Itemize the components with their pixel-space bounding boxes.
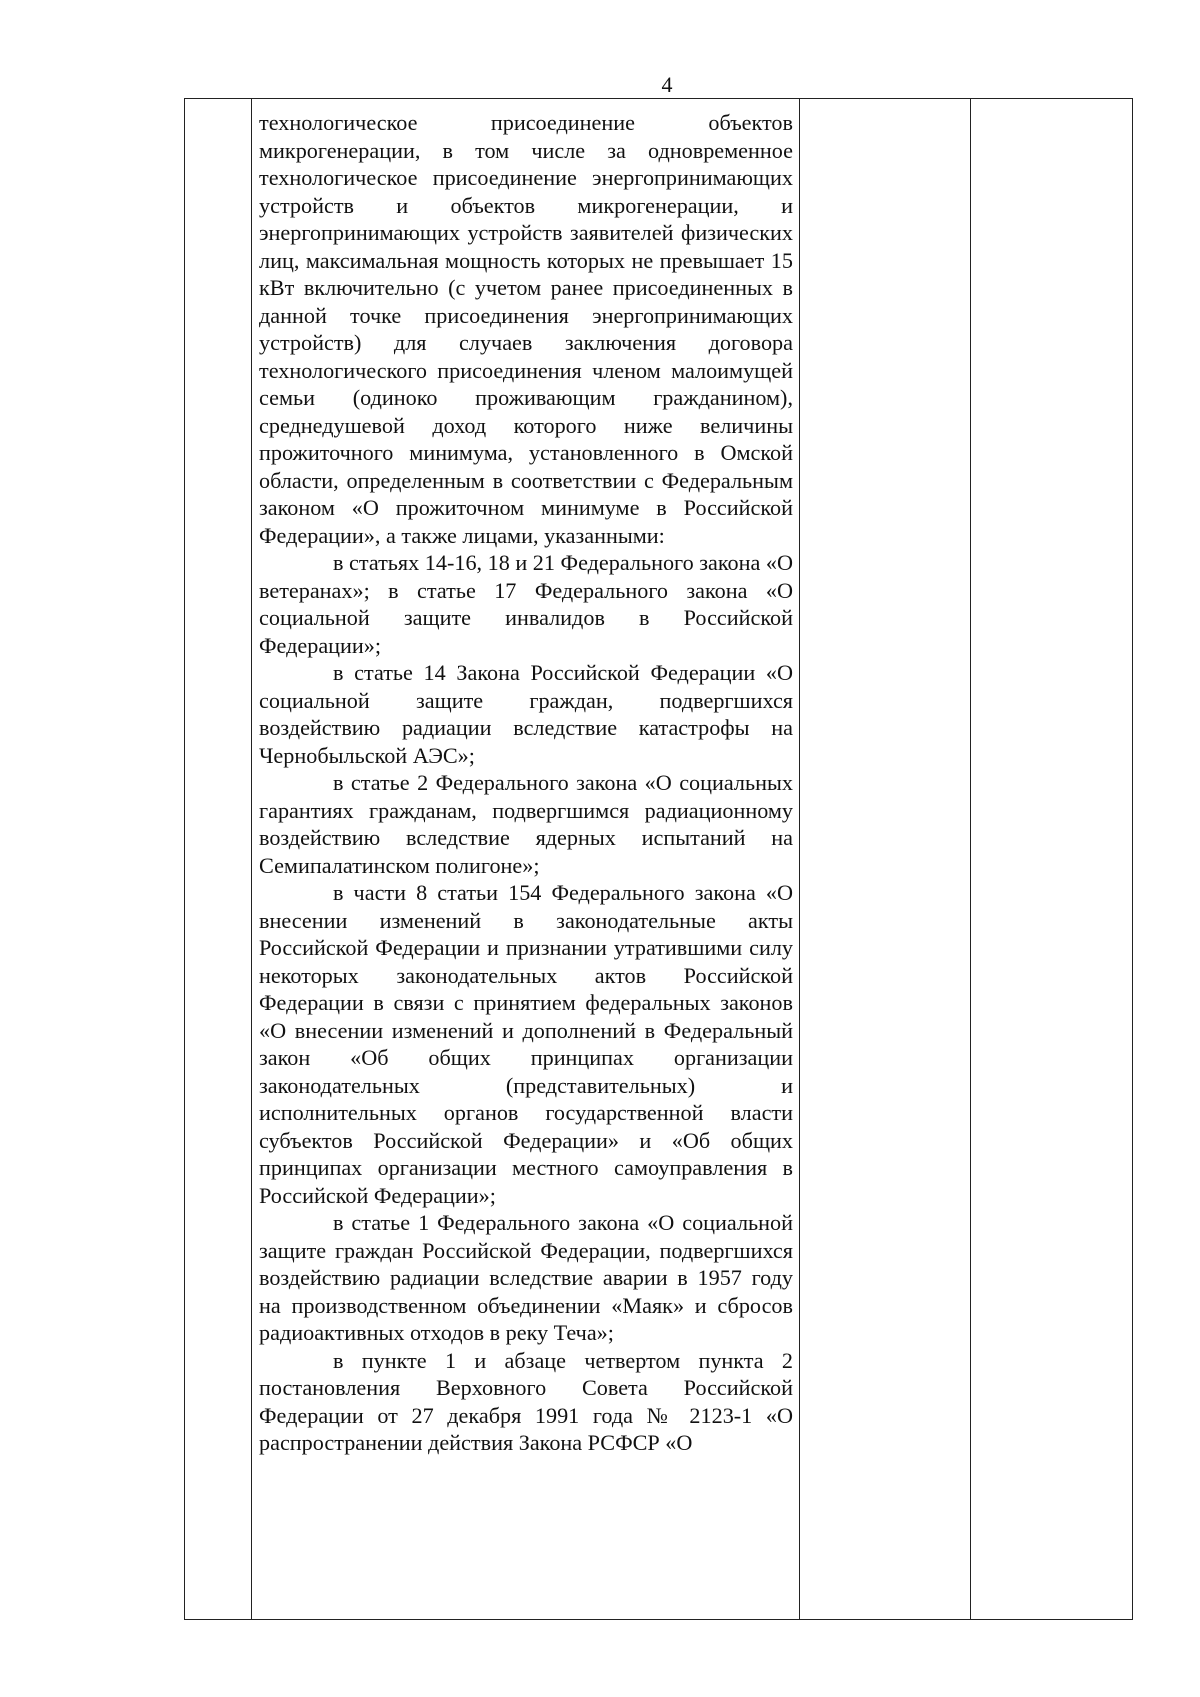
- page-number: 4: [661, 72, 673, 97]
- column-divider: [251, 99, 252, 1619]
- paragraph: в статьях 14-16, 18 и 21 Федерального закона «О ветеранах»; в статье 17 Федерального закона «О социальной защите инвалидов в Российской Федерации»;: [259, 550, 793, 658]
- paragraph: в части 8 статьи 154 Федерального закона «О внесении изменений в законодательные акты Российской Федерации и признании утратившими силу некоторых законодательных актов Российской Федерации в связи с принятием федеральных законов «О внесении изменений и дополнений в Федеральный закон «Об общих принципах организации законодательных (представительных) и исполнительных органов государственной власти субъектов Российской Федерации» и «Об общих принципах организации местного самоуправления в Российской Федерации»;: [259, 880, 793, 1208]
- document-table: [184, 98, 1133, 1620]
- paragraph: технологическое присоединение объектов микрогенерации, в том числе за одновременное технологическое присоединение энергопринимающих устройств и объектов микрогенерации, и энергопринимающих устройств заявителей физических лиц, максимальная мощность которых не превышает 15 кВт включительно (с учетом ранее присоединенных в данной точке присоединения энергопринимающих устройств) для случаев заключения договора технологического присоединения членом малоимущей семьи (одиноко проживающим гражданином), среднедушевой доход которого ниже величины прожиточного минимума, установленного в Омской области, определенным в соответствии с Федеральным законом «О прожиточном минимуме в Российской Федерации», а также лицами, указанными:: [259, 110, 793, 548]
- paragraph: в статье 1 Федерального закона «О социальной защите граждан Российской Федерации, подвергшихся воздействию радиации вследствие аварии в 1957 году на производственном объединении «Маяк» и сбросов радиоактивных отходов в реку Теча»;: [259, 1210, 793, 1345]
- column-divider: [799, 99, 800, 1619]
- column-divider: [970, 99, 971, 1619]
- paragraph: в пункте 1 и абзаце четвертом пункта 2 постановления Верховного Совета Российской Федерации от 27 декабря 1991 года № 2123-1 «О распространении действия Закона РСФСР «О: [259, 1347, 793, 1455]
- paragraph: в статье 14 Закона Российской Федерации «О социальной защите граждан, подвергшихся воздействию радиации вследствие катастрофы на Чернобыльской АЭС»;: [259, 660, 793, 768]
- paragraph: в статье 2 Федерального закона «О социальных гарантиях гражданам, подвергшимся радиационному воздействию вследствие ядерных испытаний на Семипалатинском полигоне»;: [259, 770, 793, 878]
- text-cell: [259, 109, 793, 1615]
